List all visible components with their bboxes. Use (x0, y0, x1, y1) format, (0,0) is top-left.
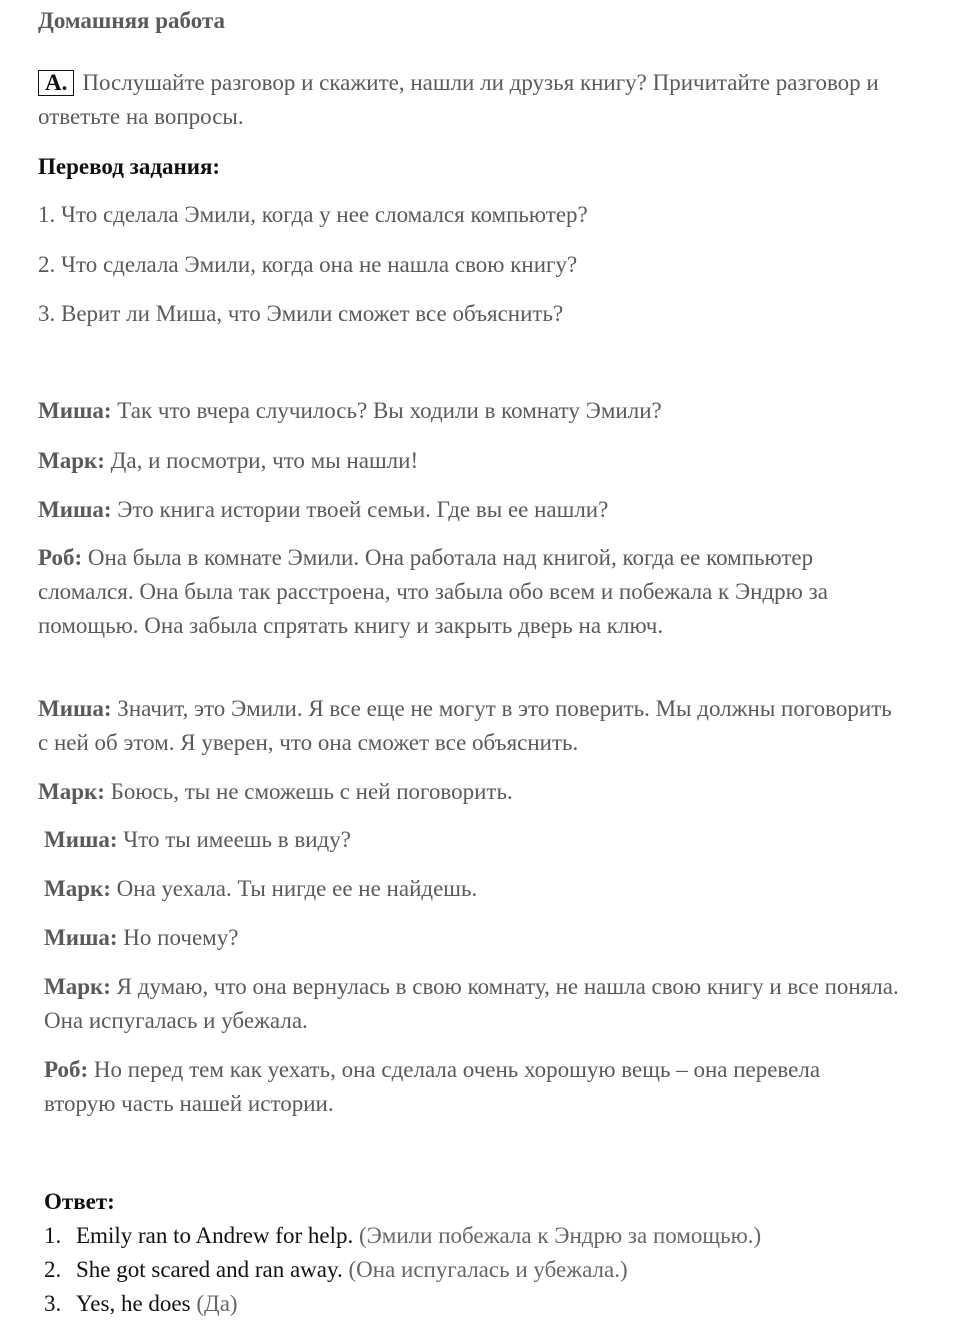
dialogue-line (44, 970, 904, 1038)
dialogue-line (38, 692, 898, 760)
answer-english: Yes, he does (76, 1291, 191, 1316)
answer-item (44, 1287, 924, 1321)
dialogue-line (38, 444, 918, 478)
question-2: 2. Что сделала Эмили, когда она не нашла свою книгу? (38, 252, 578, 277)
dialogue-line (38, 394, 918, 428)
dialogue-text: Она уехала. Ты нигде ее не найдешь. (116, 876, 478, 901)
dialogue-line (38, 775, 918, 809)
answer-english: Emily ran to Andrew for help. (76, 1223, 354, 1248)
dialogue-line (44, 823, 924, 857)
dialogue-text: Да, и посмотри, что мы нашли! (110, 448, 419, 473)
answer-russian: (Она испугалась и убежала.) (348, 1257, 628, 1282)
dialogue-text: Но почему? (123, 925, 239, 950)
dialogue-text: Так что вчера случилось? Вы ходили в комнату Эмили? (117, 398, 662, 423)
dialogue-line (44, 872, 924, 906)
speaker-name: Роб: (44, 1057, 89, 1082)
dialogue-line (38, 541, 898, 643)
page-title: Домашняя работа (38, 8, 225, 33)
answer-number: 3. (44, 1291, 62, 1316)
answer-number: 1. (44, 1223, 62, 1248)
dialogue-text: Боюсь, ты не сможешь с ней поговорить. (110, 779, 513, 804)
speaker-name: Миша: (44, 827, 118, 852)
dialogue-text: Но перед тем как уехать, она сделала очень хорошую вещь – она перевела вторую часть нашей истории. (44, 1057, 821, 1116)
speaker-name: Марк: (44, 974, 111, 999)
speaker-name: Миша: (38, 497, 112, 522)
speaker-name: Марк: (44, 876, 111, 901)
answer-english: She got scared and ran away. (76, 1257, 343, 1282)
task-text: Послушайте разговор и скажите, нашли ли друзья книгу? Причитайте разговор и ответьте на вопросы. (38, 70, 879, 129)
answer-number: 2. (44, 1257, 62, 1282)
speaker-name: Миша: (38, 398, 112, 423)
answer-russian: (Эмили побежала к Эндрю за помощью.) (358, 1223, 762, 1248)
task-instruction (38, 66, 918, 134)
dialogue-line (44, 1053, 844, 1121)
dialogue-text: Это книга истории твоей семьи. Где вы ее нашли? (117, 497, 609, 522)
dialogue-text: Что ты имеешь в виду? (123, 827, 351, 852)
question-1: 1. Что сделала Эмили, когда у нее сломался компьютер? (38, 202, 588, 227)
speaker-name: Миша: (38, 696, 112, 721)
question-3: 3. Верит ли Миша, что Эмили сможет все объяснить? (38, 301, 564, 326)
dialogue-text: Значит, это Эмили. Я все еще не могут в это поверить. Мы должны поговорить с ней об этом. Я уверен, что она сможет все объяснить. (38, 696, 892, 755)
dialogue-line (44, 921, 924, 955)
speaker-name: Роб: (38, 545, 83, 570)
dialogue-text: Она была в комнате Эмили. Она работала над книгой, когда ее компьютер сломался. Она была так расстроена, что забыла обо всем и побежала к Эндрю за помощью. Она забыла спрятать книгу и закрыть дверь на ключ. (38, 545, 828, 638)
answer-heading: Ответ: (44, 1189, 115, 1214)
dialogue-line (38, 493, 918, 527)
speaker-name: Марк: (38, 448, 105, 473)
answer-item (44, 1219, 924, 1253)
task-label: А. (38, 70, 74, 96)
dialogue-text: Я думаю, что она вернулась в свою комнату, не нашла свою книгу и все поняла. Она испугалась и убежала. (44, 974, 899, 1033)
speaker-name: Миша: (44, 925, 118, 950)
translation-heading: Перевод задания: (38, 154, 221, 179)
answer-russian: (Да) (196, 1291, 238, 1316)
speaker-name: Марк: (38, 779, 105, 804)
answer-item (44, 1253, 924, 1287)
